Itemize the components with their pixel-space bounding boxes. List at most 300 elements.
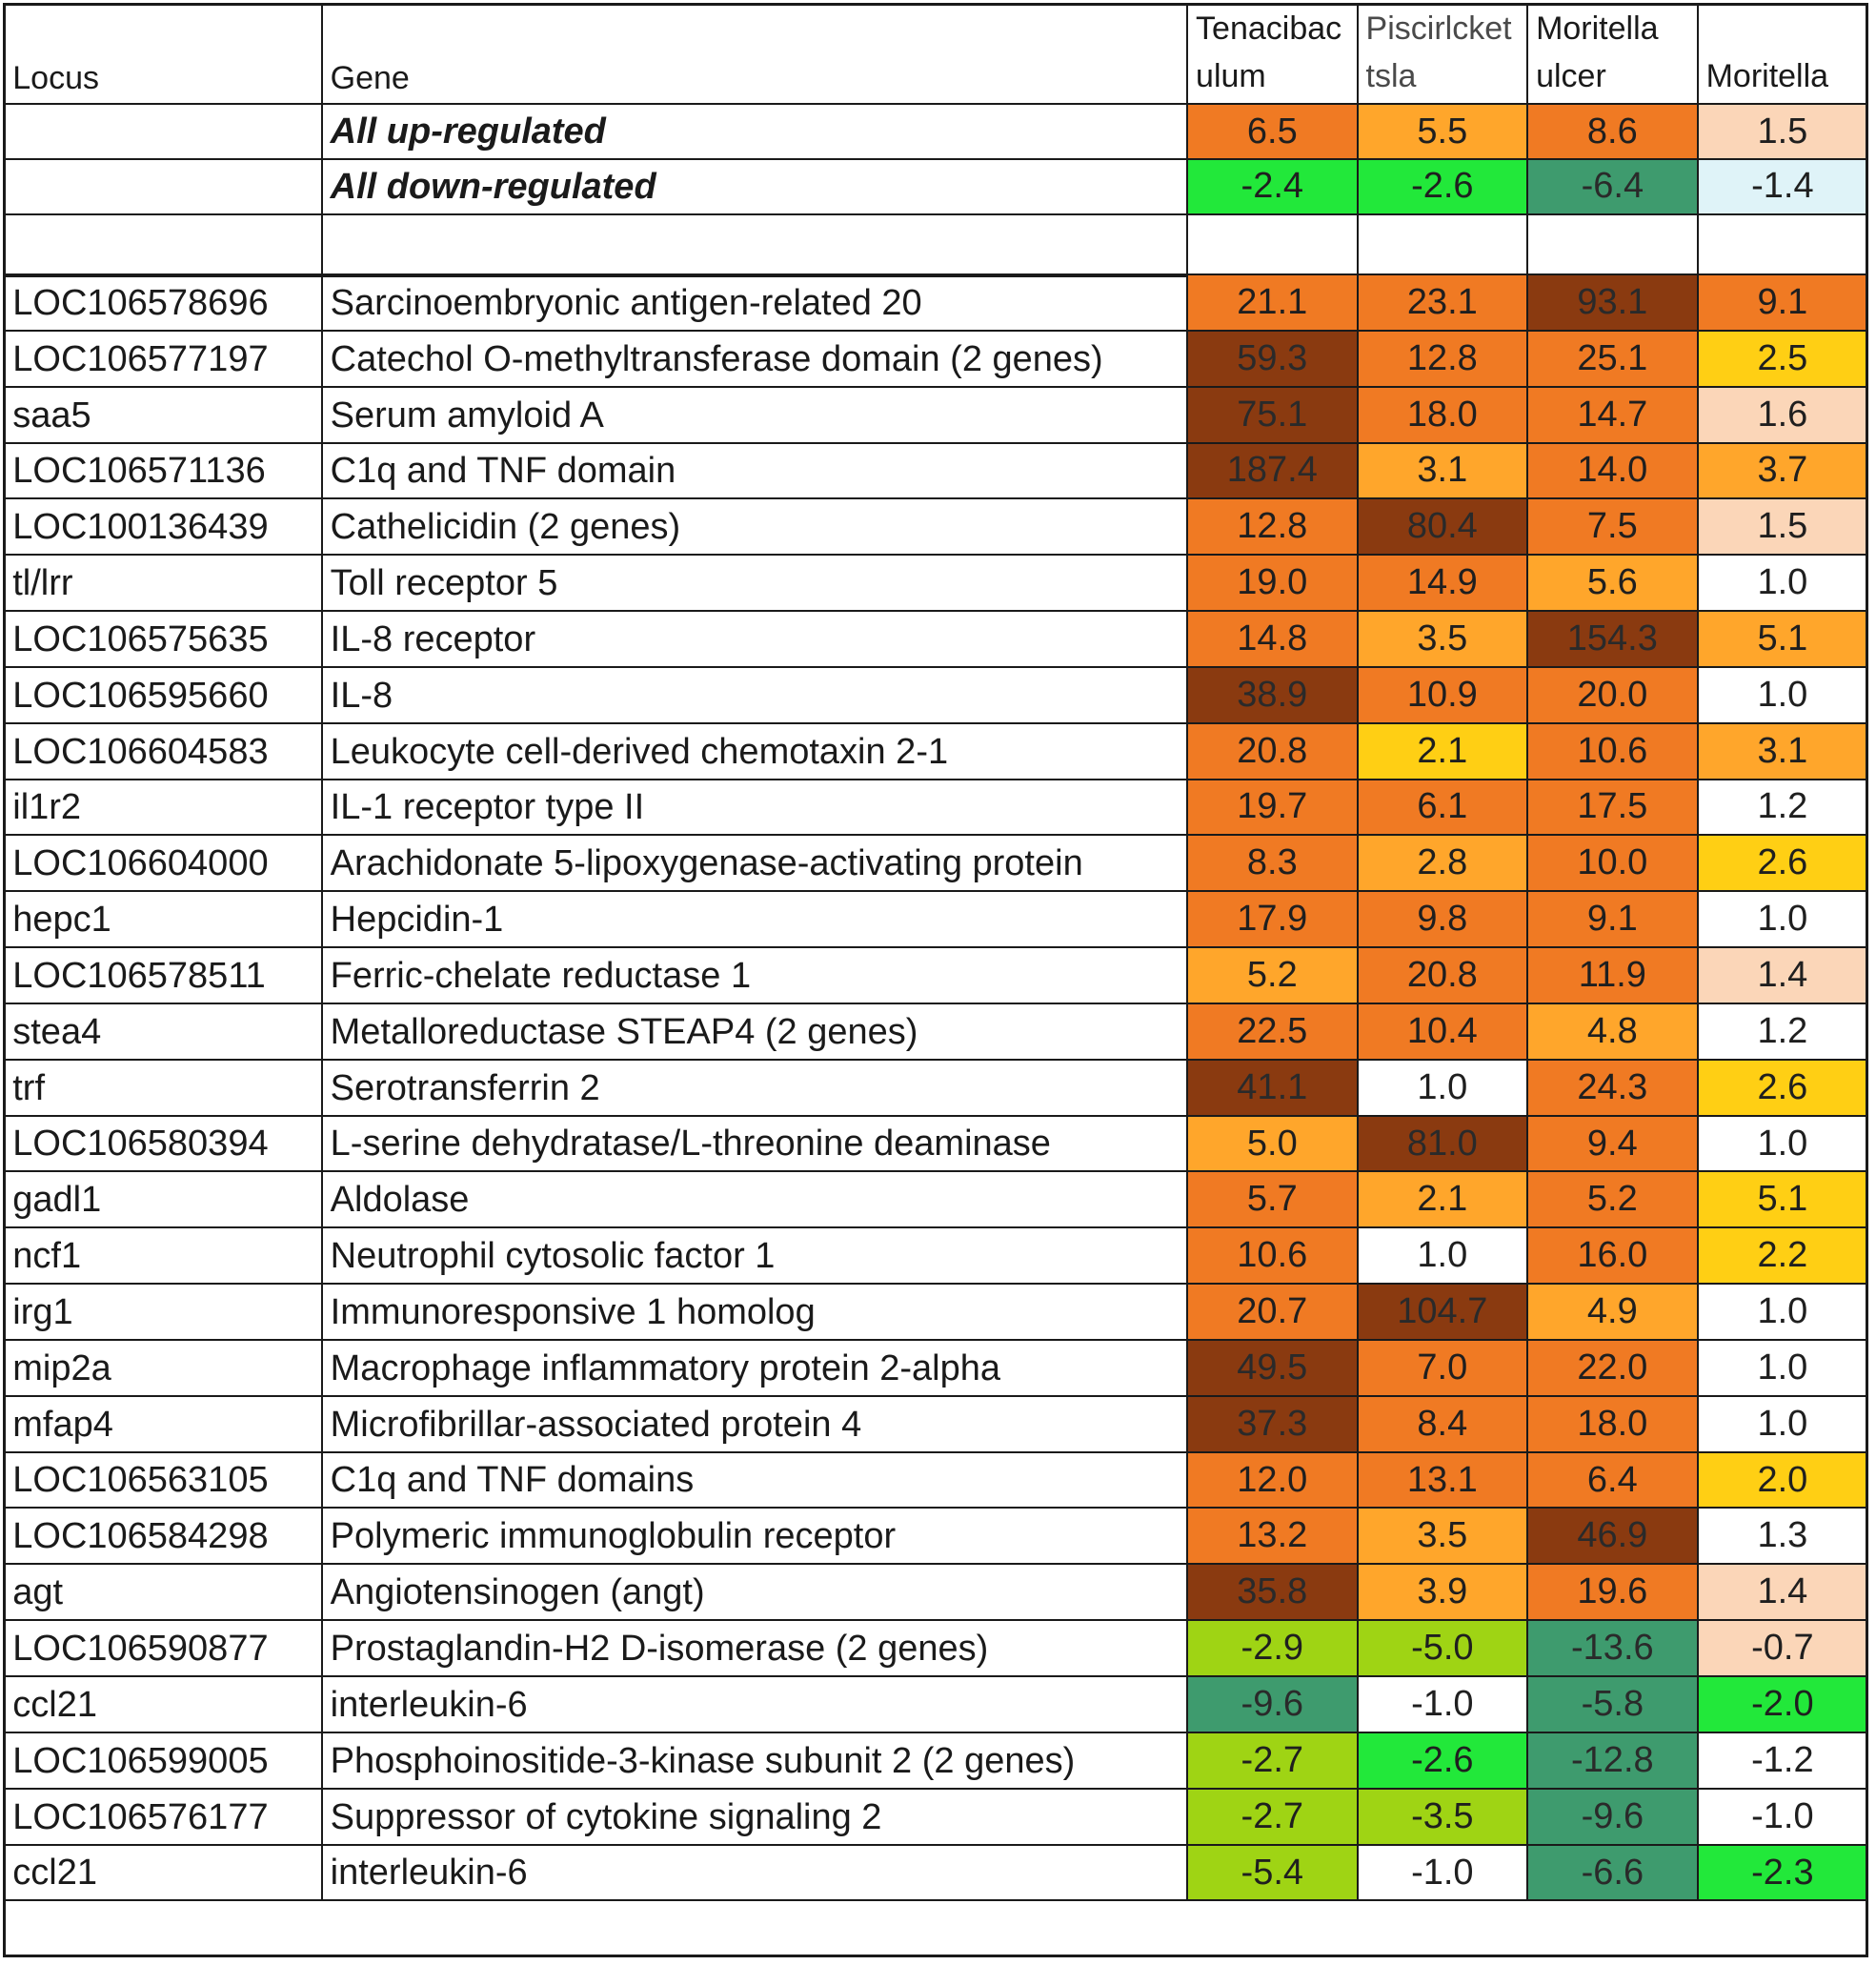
gene-cell xyxy=(323,556,1188,612)
fold-change-value: 1.0 xyxy=(1757,1123,1808,1164)
locus-cell xyxy=(5,499,322,556)
locus-label: LOC106599005 xyxy=(12,1741,269,1782)
fold-change-value: 21.1 xyxy=(1237,281,1308,322)
value-cell xyxy=(1188,1509,1359,1565)
value-cell xyxy=(1528,1341,1699,1397)
fold-change-value: 37.3 xyxy=(1237,1404,1308,1445)
blank-cell xyxy=(1699,215,1869,275)
fold-change-value: -2.7 xyxy=(1241,1740,1304,1781)
fold-change-value: 154.3 xyxy=(1566,618,1658,658)
value-cell xyxy=(1528,892,1699,948)
fold-change-value: 1.3 xyxy=(1757,1515,1808,1556)
value-cell xyxy=(1359,1004,1529,1061)
fold-change-value: 41.1 xyxy=(1237,1067,1308,1108)
fold-change-value: -5.0 xyxy=(1411,1628,1474,1669)
gene-label: Catechol O-methyltransferase domain (2 genes) xyxy=(330,338,1103,379)
value-cell xyxy=(1359,612,1529,668)
fold-change-value: 22.0 xyxy=(1577,1347,1648,1388)
fold-change-value: 10.0 xyxy=(1577,841,1648,882)
value-cell xyxy=(1528,948,1699,1004)
value-cell xyxy=(1528,275,1699,332)
locus-cell xyxy=(5,1453,322,1509)
locus-cell xyxy=(5,1172,322,1228)
summary-label-cell xyxy=(323,105,1188,160)
gene-label: Aldolase xyxy=(330,1180,470,1221)
header-piscirickettsia xyxy=(1359,5,1529,105)
gene-cell xyxy=(323,1509,1188,1565)
value-cell xyxy=(1528,1117,1699,1172)
value-cell xyxy=(1188,1341,1359,1397)
gene-label: interleukin-6 xyxy=(330,1685,528,1726)
fold-change-value: 1.0 xyxy=(1757,1404,1808,1445)
value-cell xyxy=(1528,444,1699,499)
gene-cell xyxy=(323,1285,1188,1341)
gene-label: C1q and TNF domains xyxy=(330,1460,695,1501)
summary-value-cell xyxy=(1359,105,1529,160)
value-cell xyxy=(1359,1509,1529,1565)
value-cell xyxy=(1699,724,1869,780)
value-cell xyxy=(1188,948,1359,1004)
value-cell xyxy=(1699,275,1869,332)
locus-label: LOC106604000 xyxy=(12,842,269,883)
gene-label: Arachidonate 5-lipoxygenase-activating protein xyxy=(330,842,1083,883)
fold-change-value: 59.3 xyxy=(1237,337,1308,378)
locus-cell xyxy=(5,948,322,1004)
value-cell xyxy=(1359,1790,1529,1846)
fold-change-value: 8.3 xyxy=(1246,841,1298,882)
value-cell xyxy=(1528,1004,1699,1061)
value-cell xyxy=(1699,1172,1869,1228)
locus-label: stea4 xyxy=(12,1012,102,1053)
fold-change-value: -9.6 xyxy=(1581,1796,1644,1837)
locus-cell xyxy=(5,1285,322,1341)
locus-label: saa5 xyxy=(12,395,91,436)
fold-change-value: 38.9 xyxy=(1237,674,1308,715)
summary-label: All up-regulated xyxy=(330,111,606,152)
gene-label: IL-8 receptor xyxy=(330,618,536,659)
fold-change-value: 5.0 xyxy=(1246,1123,1298,1164)
fold-change-value: 14.0 xyxy=(1577,450,1648,491)
header-tenacibaculum-line2: ulum xyxy=(1196,58,1266,95)
value-cell xyxy=(1188,1172,1359,1228)
fold-change-value: 12.0 xyxy=(1237,1459,1308,1500)
fold-change-value: 11.9 xyxy=(1578,955,1646,996)
value-cell xyxy=(1359,1621,1529,1677)
gene-label: Immunoresponsive 1 homolog xyxy=(330,1292,816,1333)
fold-change-value: 20.7 xyxy=(1237,1291,1308,1332)
value-cell xyxy=(1699,1397,1869,1453)
summary-label-cell xyxy=(323,160,1188,215)
gene-cell xyxy=(323,444,1188,499)
value-cell xyxy=(1188,892,1359,948)
value-cell xyxy=(1699,1509,1869,1565)
locus-cell xyxy=(5,1677,322,1733)
value-cell xyxy=(1699,1677,1869,1733)
locus-label: gadl1 xyxy=(12,1180,102,1221)
locus-cell xyxy=(5,892,322,948)
fold-change-value: 4.9 xyxy=(1586,1291,1638,1332)
gene-label: Prostaglandin-H2 D-isomerase (2 genes) xyxy=(330,1629,989,1670)
summary-value-cell xyxy=(1188,105,1359,160)
value-cell xyxy=(1528,1453,1699,1509)
value-cell xyxy=(1359,499,1529,556)
gene-cell xyxy=(323,1228,1188,1285)
summary-value-cell xyxy=(1188,160,1359,215)
locus-cell xyxy=(5,1790,322,1846)
value-cell xyxy=(1359,836,1529,892)
value-cell xyxy=(1528,724,1699,780)
value-cell xyxy=(1528,836,1699,892)
value-cell xyxy=(1699,1846,1869,1901)
value-cell xyxy=(1359,1061,1529,1117)
fold-change-value: 25.1 xyxy=(1577,337,1648,378)
fold-change-value: 1.2 xyxy=(1757,1011,1808,1052)
value-cell xyxy=(1359,388,1529,444)
locus-cell xyxy=(5,1733,322,1790)
value-cell xyxy=(1528,1509,1699,1565)
gene-label: IL-8 xyxy=(330,676,393,717)
fold-change-value: 5.1 xyxy=(1757,618,1808,658)
value-cell xyxy=(1359,1172,1529,1228)
fold-change-value: 1.0 xyxy=(1417,1235,1468,1276)
fold-change-value: 1.4 xyxy=(1757,1571,1808,1612)
value-cell xyxy=(1528,668,1699,724)
value-cell xyxy=(1699,1285,1869,1341)
gene-cell xyxy=(323,668,1188,724)
fold-change-value: 1.4 xyxy=(1757,955,1808,996)
gene-cell xyxy=(323,892,1188,948)
locus-label: LOC106563105 xyxy=(12,1460,269,1501)
value-cell xyxy=(1188,275,1359,332)
fold-change-value: 9.4 xyxy=(1586,1123,1638,1164)
fold-change-value: 7.0 xyxy=(1417,1347,1468,1388)
gene-label: Ferric-chelate reductase 1 xyxy=(330,956,752,997)
fold-change-value: 10.6 xyxy=(1237,1235,1308,1276)
gene-cell xyxy=(323,1117,1188,1172)
value-cell xyxy=(1359,1285,1529,1341)
fold-change-value: 1.0 xyxy=(1757,898,1808,939)
locus-label: LOC106578696 xyxy=(12,282,269,323)
value-cell xyxy=(1528,612,1699,668)
fold-change-value: 5.2 xyxy=(1586,1178,1638,1219)
locus-cell xyxy=(5,332,322,388)
header-moritella-line2: Moritella xyxy=(1705,58,1829,95)
locus-label: LOC106580394 xyxy=(12,1123,269,1164)
fold-change-value: 22.5 xyxy=(1237,1011,1308,1052)
fold-change-value: 12.8 xyxy=(1406,337,1478,378)
locus-cell xyxy=(5,724,322,780)
fold-change-value: 1.0 xyxy=(1417,1067,1468,1108)
locus-label: LOC106577197 xyxy=(12,338,269,379)
locus-label: agt xyxy=(12,1572,64,1613)
locus-cell xyxy=(5,1117,322,1172)
gene-label: Serum amyloid A xyxy=(330,395,604,436)
summary-value-cell xyxy=(1528,105,1699,160)
locus-cell xyxy=(5,836,322,892)
value-cell xyxy=(1188,444,1359,499)
locus-label: LOC106575635 xyxy=(12,618,269,659)
value-cell xyxy=(1528,1733,1699,1790)
value-cell xyxy=(1359,1733,1529,1790)
fold-change-value: 2.2 xyxy=(1757,1235,1808,1276)
locus-cell xyxy=(5,1846,322,1901)
summary-value: 8.6 xyxy=(1586,111,1638,152)
fold-change-value: 93.1 xyxy=(1577,281,1648,322)
value-cell xyxy=(1359,1228,1529,1285)
fold-change-value: 20.8 xyxy=(1406,955,1478,996)
locus-cell xyxy=(5,275,322,332)
value-cell xyxy=(1699,1061,1869,1117)
summary-value: 5.5 xyxy=(1417,111,1468,152)
value-cell xyxy=(1699,780,1869,836)
gene-cell xyxy=(323,332,1188,388)
locus-label: il1r2 xyxy=(12,786,82,827)
locus-label: tl/lrr xyxy=(12,562,73,603)
value-cell xyxy=(1359,556,1529,612)
value-cell xyxy=(1188,1061,1359,1117)
value-cell xyxy=(1359,1117,1529,1172)
blank-cell xyxy=(1528,215,1699,275)
header-piscirickettsia-line2: tsla xyxy=(1365,58,1417,95)
fold-change-value: 35.8 xyxy=(1237,1571,1308,1612)
fold-change-value: 10.4 xyxy=(1406,1011,1478,1052)
value-cell xyxy=(1528,1397,1699,1453)
value-cell xyxy=(1188,1733,1359,1790)
locus-label: LOC100136439 xyxy=(12,506,269,547)
value-cell xyxy=(1699,836,1869,892)
value-cell xyxy=(1188,556,1359,612)
locus-cell xyxy=(5,1397,322,1453)
value-cell xyxy=(1528,1621,1699,1677)
locus-label: LOC106576177 xyxy=(12,1797,269,1838)
value-cell xyxy=(1528,1228,1699,1285)
fold-change-value: 14.9 xyxy=(1406,561,1478,602)
locus-label: LOC106578511 xyxy=(12,956,266,997)
header-moritella-ulcer-line1: Moritella xyxy=(1536,10,1659,48)
locus-label: LOC106595660 xyxy=(12,676,269,717)
summary-label: All down-regulated xyxy=(330,166,656,207)
locus-cell xyxy=(5,780,322,836)
locus-cell xyxy=(5,444,322,499)
value-cell xyxy=(1188,1117,1359,1172)
locus-cell xyxy=(5,556,322,612)
gene-label: Serotransferrin 2 xyxy=(330,1068,600,1109)
fold-change-value: -2.6 xyxy=(1411,1740,1474,1781)
value-cell xyxy=(1188,1790,1359,1846)
value-cell xyxy=(1188,780,1359,836)
value-cell xyxy=(1359,780,1529,836)
summary-value: -6.4 xyxy=(1581,166,1644,207)
gene-cell xyxy=(323,1846,1188,1901)
fold-change-value: 2.5 xyxy=(1757,337,1808,378)
summary-value: -2.4 xyxy=(1241,166,1304,207)
gene-label: C1q and TNF domain xyxy=(330,450,676,491)
locus-label: mfap4 xyxy=(12,1405,113,1446)
gene-cell xyxy=(323,1621,1188,1677)
summary-value: -2.6 xyxy=(1411,166,1474,207)
fold-change-value: 10.9 xyxy=(1406,674,1478,715)
gene-cell xyxy=(323,1565,1188,1621)
summary-value-cell xyxy=(1528,160,1699,215)
summary-value: 6.5 xyxy=(1246,111,1298,152)
fold-change-value: 1.0 xyxy=(1757,561,1808,602)
locus-cell xyxy=(5,1565,322,1621)
value-cell xyxy=(1188,332,1359,388)
fold-change-value: 1.0 xyxy=(1757,674,1808,715)
fold-change-value: -0.7 xyxy=(1751,1628,1814,1669)
value-cell xyxy=(1528,499,1699,556)
value-cell xyxy=(1699,892,1869,948)
fold-change-value: 6.4 xyxy=(1586,1459,1638,1500)
value-cell xyxy=(1359,668,1529,724)
value-cell xyxy=(1359,1677,1529,1733)
fold-change-value: 2.0 xyxy=(1757,1459,1808,1500)
gene-cell xyxy=(323,1733,1188,1790)
value-cell xyxy=(1699,1228,1869,1285)
gene-label: Macrophage inflammatory protein 2-alpha xyxy=(330,1348,1001,1389)
fold-change-value: 2.1 xyxy=(1417,731,1468,772)
gene-label: Suppressor of cytokine signaling 2 xyxy=(330,1797,882,1838)
value-cell xyxy=(1528,1790,1699,1846)
value-cell xyxy=(1528,1846,1699,1901)
fold-change-value: 3.1 xyxy=(1757,731,1808,772)
fold-change-value: 187.4 xyxy=(1226,450,1318,491)
value-cell xyxy=(1699,556,1869,612)
header-gene xyxy=(323,5,1188,105)
blank-cell xyxy=(1188,215,1359,275)
locus-label: irg1 xyxy=(12,1292,73,1333)
value-cell xyxy=(1188,499,1359,556)
value-cell xyxy=(1188,668,1359,724)
gene-label: Angiotensinogen (angt) xyxy=(330,1572,705,1613)
fold-change-value: 2.8 xyxy=(1417,841,1468,882)
gene-label: Toll receptor 5 xyxy=(330,562,558,603)
value-cell xyxy=(1699,1733,1869,1790)
value-cell xyxy=(1188,1621,1359,1677)
fold-change-value: -2.7 xyxy=(1241,1796,1304,1837)
fold-change-value: -2.3 xyxy=(1751,1852,1814,1893)
value-cell xyxy=(1528,1677,1699,1733)
value-cell xyxy=(1188,1846,1359,1901)
header-tenacibaculum-line1: Tenacibac xyxy=(1196,10,1342,48)
value-cell xyxy=(1359,892,1529,948)
fold-change-value: 18.0 xyxy=(1577,1404,1648,1445)
gene-label: IL-1 receptor type II xyxy=(330,786,645,827)
gene-label: Neutrophil cytosolic factor 1 xyxy=(330,1236,776,1277)
value-cell xyxy=(1188,1285,1359,1341)
value-cell xyxy=(1699,1117,1869,1172)
header-gene-label: Gene xyxy=(330,60,410,97)
fold-change-value: 3.5 xyxy=(1417,1515,1468,1556)
header-locus xyxy=(5,5,322,105)
value-cell xyxy=(1188,1228,1359,1285)
locus-cell xyxy=(5,1061,322,1117)
fold-change-value: 3.9 xyxy=(1417,1571,1468,1612)
gene-label: Polymeric immunoglobulin receptor xyxy=(330,1516,897,1557)
fold-change-value: 13.2 xyxy=(1237,1515,1308,1556)
gene-label: Sarcinoembryonic antigen-related 20 xyxy=(330,282,922,323)
value-cell xyxy=(1699,612,1869,668)
locus-cell xyxy=(5,668,322,724)
summary-value-cell xyxy=(1359,160,1529,215)
fold-change-value: 18.0 xyxy=(1406,394,1478,435)
value-cell xyxy=(1699,332,1869,388)
fold-change-value: 9.1 xyxy=(1586,898,1638,939)
fold-change-value: -5.8 xyxy=(1581,1684,1644,1725)
value-cell xyxy=(1699,388,1869,444)
locus-label: LOC106604583 xyxy=(12,732,269,773)
fold-change-value: 49.5 xyxy=(1237,1347,1308,1388)
value-cell xyxy=(1699,1453,1869,1509)
gene-cell xyxy=(323,1453,1188,1509)
fold-change-value: 17.5 xyxy=(1577,786,1648,827)
fold-change-value: 1.2 xyxy=(1757,786,1808,827)
header-locus-label: Locus xyxy=(12,60,99,97)
fold-change-value: 14.8 xyxy=(1237,618,1308,658)
header-moritella-ulcer xyxy=(1528,5,1699,105)
fold-change-value: 6.1 xyxy=(1417,786,1468,827)
value-cell xyxy=(1699,668,1869,724)
locus-cell xyxy=(5,1228,322,1285)
value-cell xyxy=(1699,1621,1869,1677)
locus-cell xyxy=(5,1621,322,1677)
value-cell xyxy=(1188,388,1359,444)
value-cell xyxy=(1699,444,1869,499)
locus-label: LOC106584298 xyxy=(12,1516,269,1557)
header-tenacibaculum xyxy=(1188,5,1359,105)
value-cell xyxy=(1528,332,1699,388)
gene-label: Metalloreductase STEAP4 (2 genes) xyxy=(330,1012,918,1053)
fold-change-value: 10.6 xyxy=(1577,731,1648,772)
locus-cell xyxy=(5,1004,322,1061)
gene-cell xyxy=(323,780,1188,836)
fold-change-value: -1.0 xyxy=(1411,1684,1474,1725)
value-cell xyxy=(1699,1004,1869,1061)
gene-cell xyxy=(323,948,1188,1004)
fold-change-value: -5.4 xyxy=(1241,1852,1304,1893)
gene-label: Microfibrillar-associated protein 4 xyxy=(330,1405,862,1446)
gene-cell xyxy=(323,1677,1188,1733)
value-cell xyxy=(1699,1565,1869,1621)
fold-change-value: -1.2 xyxy=(1751,1740,1814,1781)
header-moritella xyxy=(1699,5,1869,105)
summary-locus-cell xyxy=(5,160,322,215)
header-piscirickettsia-line1: Piscirlcket xyxy=(1365,10,1512,48)
fold-change-value: 8.4 xyxy=(1417,1404,1468,1445)
fold-change-value: 5.7 xyxy=(1246,1178,1298,1219)
gene-cell xyxy=(323,499,1188,556)
value-cell xyxy=(1188,836,1359,892)
gene-cell xyxy=(323,1172,1188,1228)
gene-cell xyxy=(323,1061,1188,1117)
gene-cell xyxy=(323,1341,1188,1397)
value-cell xyxy=(1359,1565,1529,1621)
fold-change-value: 4.8 xyxy=(1586,1011,1638,1052)
fold-change-value: -2.0 xyxy=(1751,1684,1814,1725)
fold-change-value: 20.8 xyxy=(1237,731,1308,772)
fold-change-value: -9.6 xyxy=(1241,1684,1304,1725)
value-cell xyxy=(1359,1846,1529,1901)
locus-label: ncf1 xyxy=(12,1236,82,1277)
fold-change-value: -3.5 xyxy=(1411,1796,1474,1837)
value-cell xyxy=(1188,1677,1359,1733)
fold-change-value: 13.1 xyxy=(1406,1459,1478,1500)
summary-value: -1.4 xyxy=(1751,166,1814,207)
fold-change-value: 46.9 xyxy=(1577,1515,1648,1556)
locus-label: LOC106571136 xyxy=(12,450,266,491)
value-cell xyxy=(1699,948,1869,1004)
gene-cell xyxy=(323,1397,1188,1453)
